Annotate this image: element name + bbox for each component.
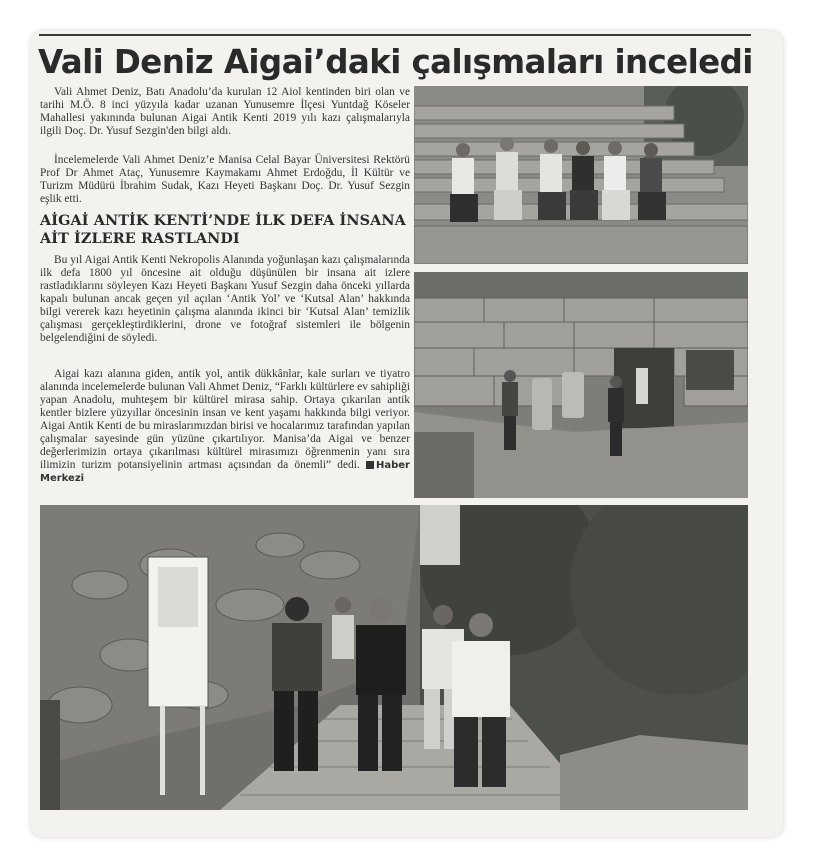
article-headline: Vali Deniz Aigai’daki çalışmaları inceledi	[38, 43, 753, 81]
article-paragraph-4	[40, 368, 410, 485]
paragraph-2-text: İncelemelerde Vali Ahmet Deniz’e Manisa Celal Bayar Üniversitesi Rektörü Prof Dr Ahmet Ataç, Yunusemre Kaymakamı Ahmet Erdoğdu, İl Kültür ve Turizm Müdürü İbrahim Sudak, Kazı Heyeti Başkanı Doç. Dr. Yusuf Sezgin eşlik etti.	[40, 154, 410, 205]
byline-text: Haber Merkezi	[40, 460, 410, 484]
paragraph-3-text: Bu yıl Aigai Antik Kenti Nekropolis Alanında yoğunlaşan kazı çalışmalarında ilk defa 1800 yıl öncesine ait olduğu düşünülen bir insana ait izlere rastladıklarını söyleyen Kazı Heyeti Başkanı Yusuf Sezgin daha önceki yıllarda kapalı bulunan ancak geçen yıl açılan ‘Antik Yol’ ve ‘Kutsal Alan’ hakkında bilgi vererek kazı heyetinin çalışma alanında ikinci bir ‘Kutsal Alan’ temizlik çalışması gerçekleştirdiklerini, drone ve fotoğraf sistemleri ile bölgenin belgelendiğini de söyledi.	[40, 254, 410, 344]
byline-square-icon	[366, 461, 374, 469]
paragraph-4-text: Aigai kazı alanına giden, antik yol, antik dükkânlar, kale surları ve tiyatro alanında incelemelerde bulunan Vali Ahmet Deniz, “Farklı kültürlere ev sahipliği yapan Anadolu, muhteşem bir kültürel mirasa sahip. Ortaya çıkarılan antik kentler bizlere yüzyıllar öncesinin insan ve kent yaşamı hakkında bilgi veriyor. Aigai Antik Kenti de bu miraslarımızdan birisi ve hocalarımız tarafından yapılan çalışmalar sayesinde gün yüzüne çıkartılıyor. Manisa’da Aigai ve benzer değerlerimizin ortaya çıkarılması kültürel mirasımızı öğrenmenin yanı sıra ilimizin turizm potansiyelinin artması açısından da önemli” dedi.	[40, 368, 410, 471]
article-paragraph-2	[40, 154, 410, 206]
article-subheading: AİGAİ ANTİK KENTİ’NDE İLK DEFA İNSANA AİT İZLERE RASTLANDI	[40, 212, 406, 247]
top-rule	[39, 34, 751, 36]
photo-officials-seated-theatre	[414, 86, 748, 264]
article-paragraph-1	[40, 86, 410, 138]
paragraph-1-text: Vali Ahmet Deniz, Batı Anadolu’da kurulan 12 Aiol kentinden biri olan ve tarihi M.Ö. 8 inci yüzyıla kadar uzanan Yunusemre İlçesi Yuntdağ Köseler Mahallesi yakınında bulunan Aigai Antik Kenti 2019 yılı kazı çalışmalarıyla ilgili Doç. Dr. Yusuf Sezgin'den bilgi aldı.	[40, 86, 410, 137]
photo-stone-ruins	[414, 272, 748, 498]
photo-officials-walking-ancient-road	[40, 505, 748, 810]
article-paragraph-3	[40, 254, 410, 345]
